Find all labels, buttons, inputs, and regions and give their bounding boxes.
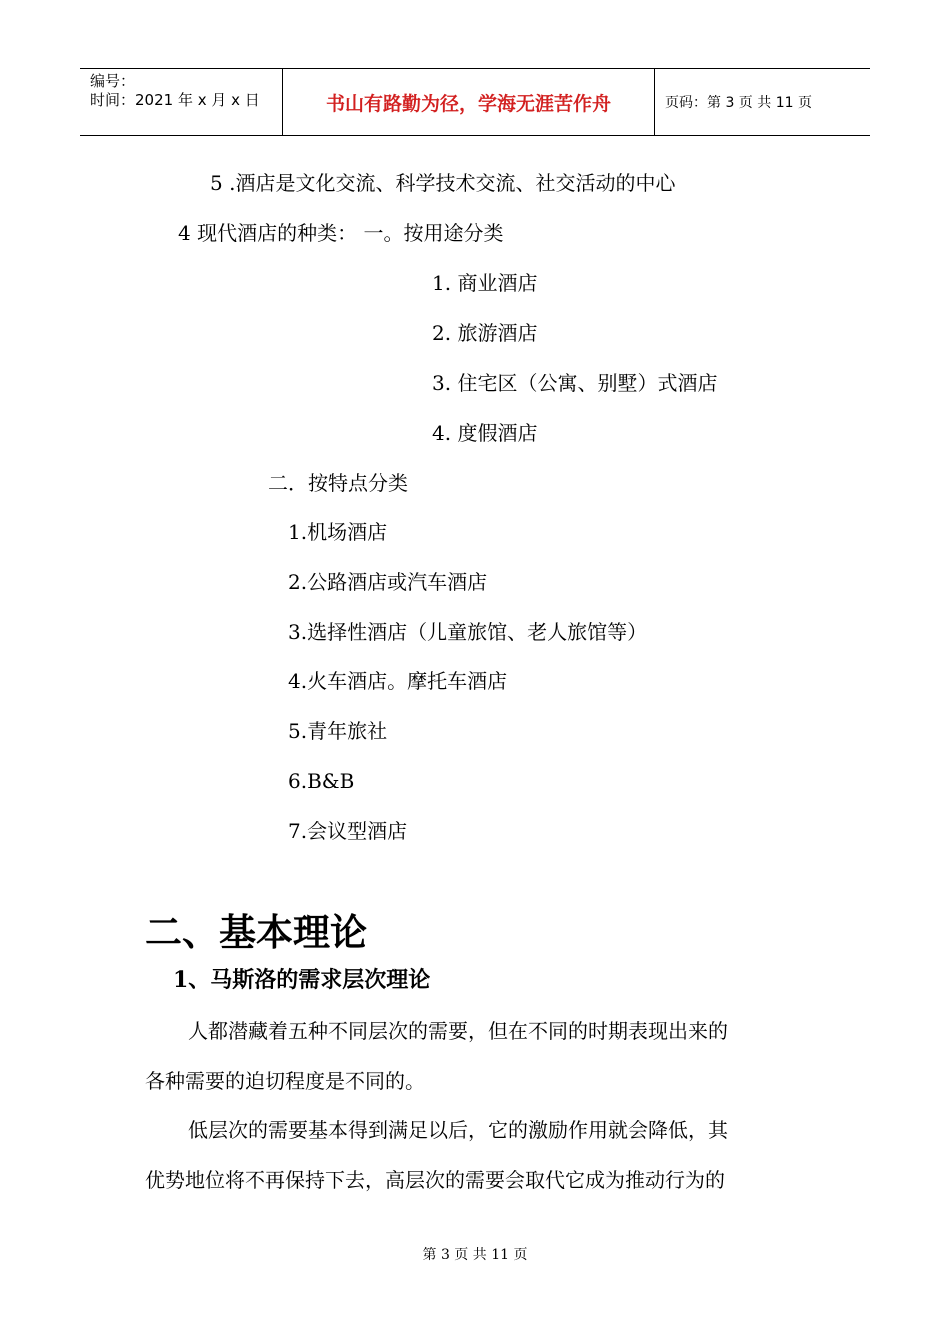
document-header <box>80 68 870 136</box>
usage-list-item: 3. 住宅区（公寓、别墅）式酒店 <box>432 371 718 395</box>
feature-list-item: 1.机场酒店 <box>288 520 388 544</box>
hotel-types-title: 4 现代酒店的种类： 一。按用途分类 <box>178 221 504 245</box>
feature-list-item: 4.火车酒店。摩托车酒店 <box>288 669 508 693</box>
feature-list-item: 2.公路酒店或汽车酒店 <box>288 570 488 594</box>
list-item-center-function: 5 .酒店是文化交流、科学技术交流、社交活动的中心 <box>210 171 676 195</box>
header-time-label: 时间：2021 年 x 月 x 日 <box>90 91 260 109</box>
subsection-heading: 1、马斯洛的需求层次理论 <box>173 967 431 993</box>
paragraph-line: 人都潜藏着五种不同层次的需要，但在不同的时期表现出来的 <box>188 1019 728 1043</box>
usage-list-item: 2. 旅游酒店 <box>432 321 538 345</box>
page-footer: 第 3 页 共 11 页 <box>422 1247 528 1263</box>
paragraph-line: 各种需要的迫切程度是不同的。 <box>145 1069 425 1093</box>
header-page-info: 页码：第 3 页 共 11 页 <box>665 95 812 111</box>
paragraph-line: 优势地位将不再保持下去，高层次的需要会取代它成为推动行为的 <box>145 1168 725 1192</box>
feature-list-item: 5.青年旅社 <box>288 719 388 743</box>
header-meta-cell <box>80 69 282 135</box>
feature-list-item: 3.选择性酒店（儿童旅馆、老人旅馆等） <box>288 620 648 644</box>
feature-classification-title: 二．按特点分类 <box>268 471 408 495</box>
header-page-cell <box>655 69 870 135</box>
paragraph-line: 低层次的需要基本得到满足以后，它的激励作用就会降低，其 <box>188 1118 728 1142</box>
feature-list-item: 7.会议型酒店 <box>288 819 408 843</box>
header-number-label: 编号： <box>90 72 136 90</box>
feature-list-item: 6.B&B <box>288 769 355 793</box>
usage-list-item: 4. 度假酒店 <box>432 421 538 445</box>
header-motto: 书山有路勤为径，学海无涯苦作舟 <box>325 92 611 115</box>
usage-list-item: 1. 商业酒店 <box>432 271 538 295</box>
header-motto-cell <box>282 69 655 135</box>
section-heading: 二、基本理论 <box>145 910 367 954</box>
